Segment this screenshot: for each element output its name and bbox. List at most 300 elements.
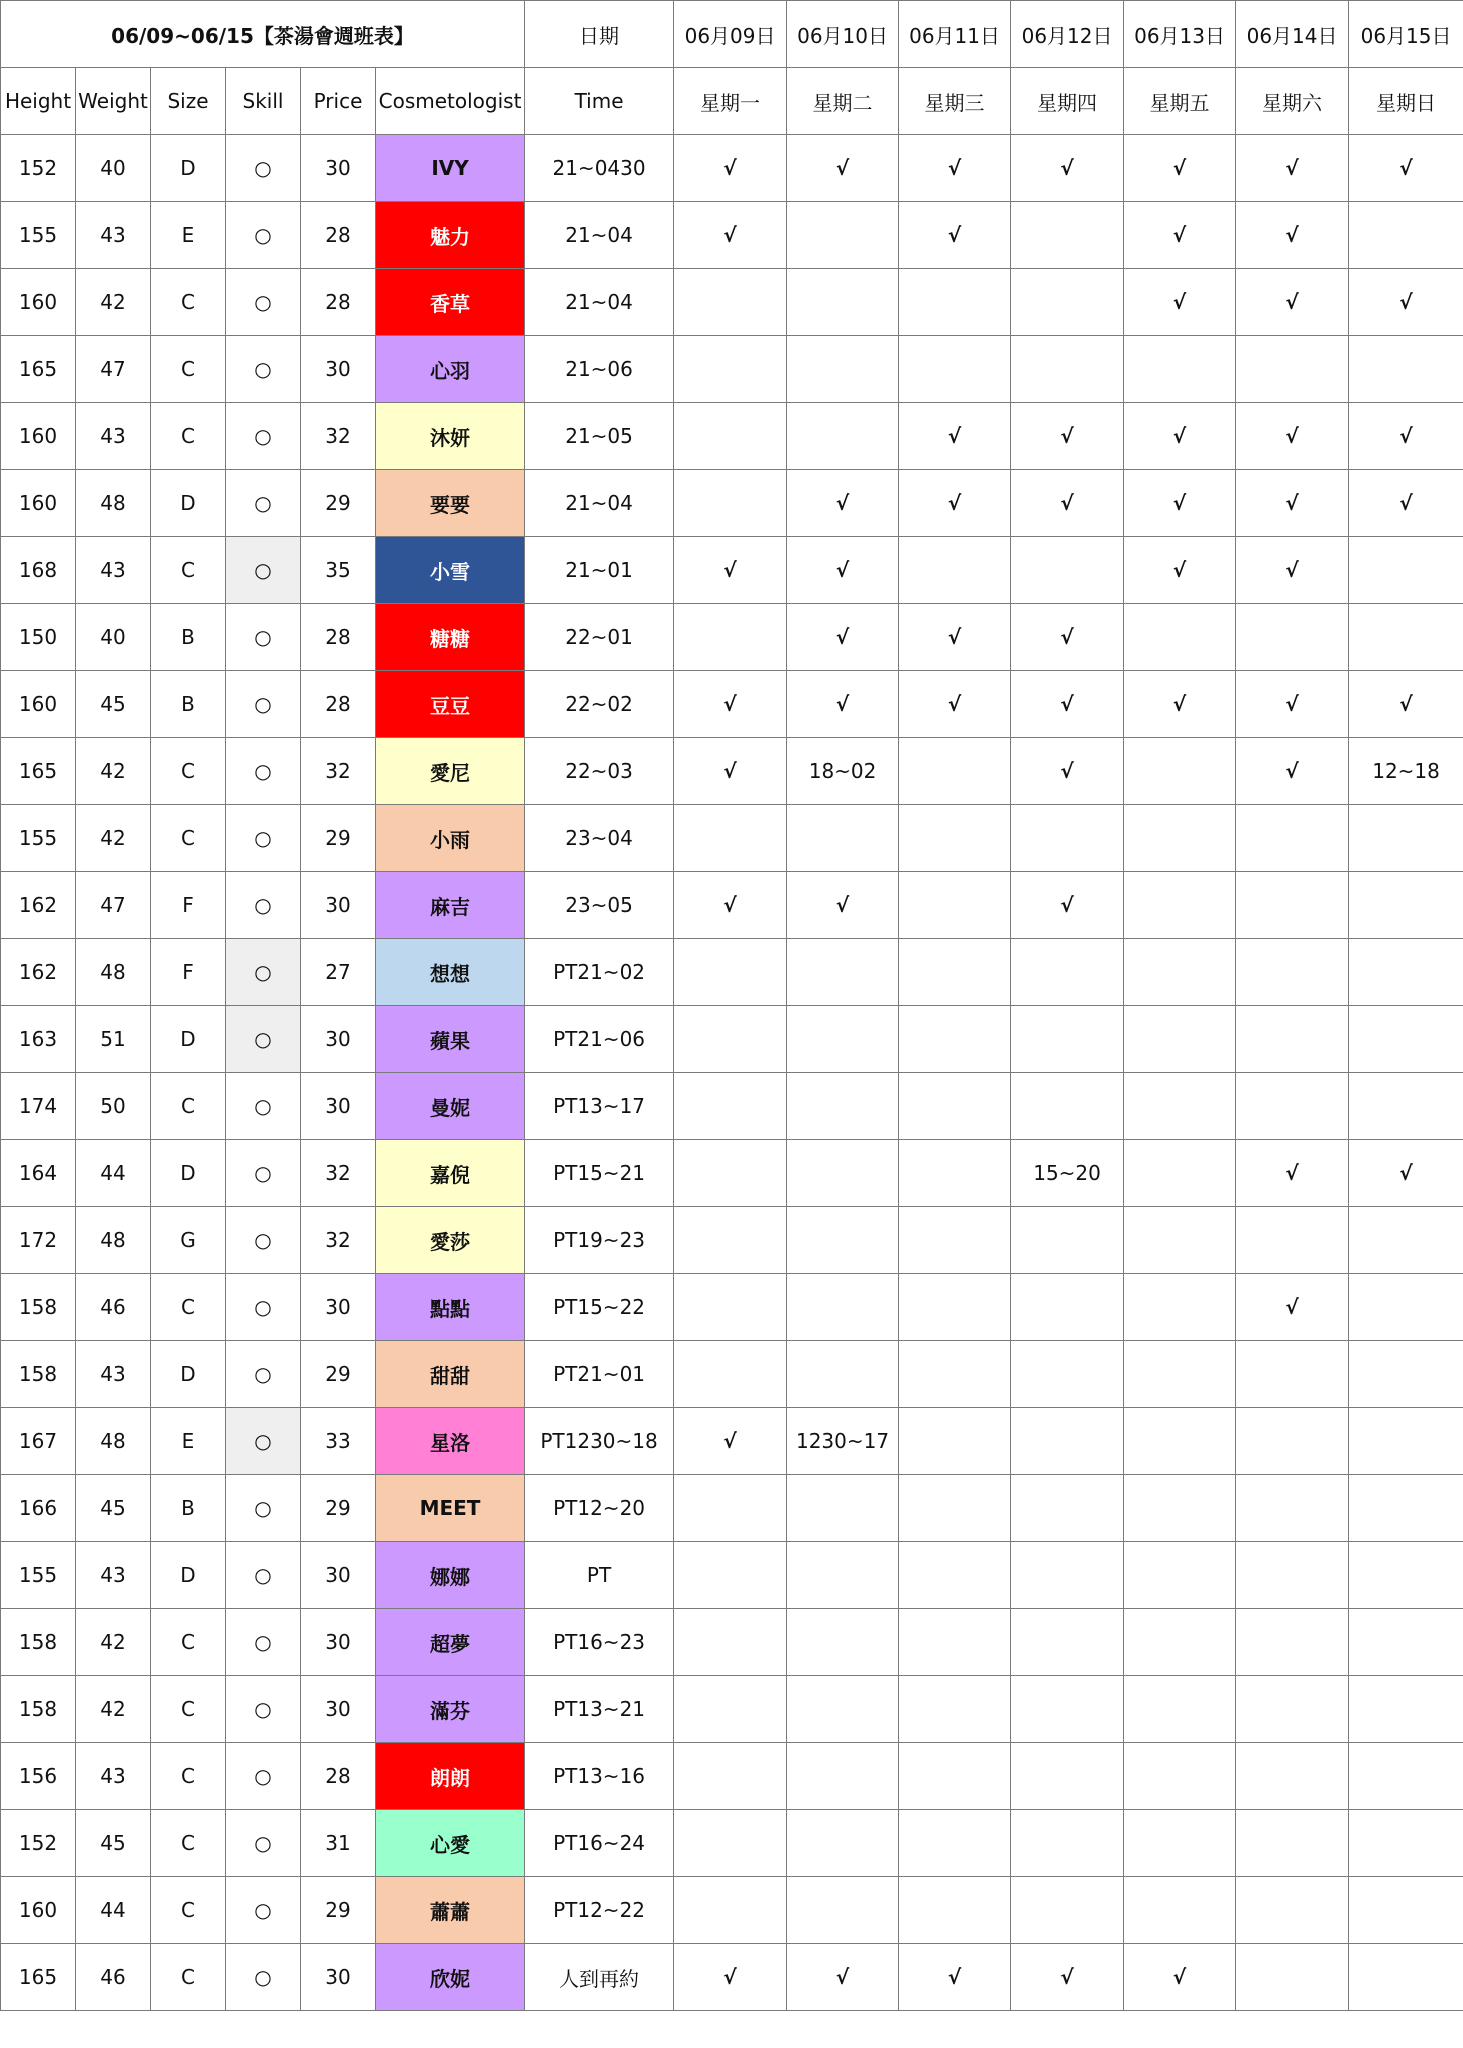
- page-title: 06/09~06/15【茶湯會週班表】: [1, 1, 525, 68]
- day-cell: [1349, 202, 1463, 269]
- time-cell: PT21~02: [525, 939, 674, 1006]
- weight-cell: 51: [76, 1006, 151, 1073]
- cosmetologist-name-cell: 香草: [376, 269, 525, 336]
- day-cell: [1349, 1006, 1463, 1073]
- price-cell: 31: [301, 1810, 376, 1877]
- cosmetologist-name-cell: 沐妍: [376, 403, 525, 470]
- day-cell: [787, 1609, 899, 1676]
- price-cell: 30: [301, 1944, 376, 2011]
- day-cell: [787, 1877, 899, 1944]
- skill-cell: ○: [226, 135, 301, 202]
- day-cell: [787, 1810, 899, 1877]
- price-cell: 28: [301, 671, 376, 738]
- size-cell: D: [151, 1140, 226, 1207]
- weight-cell: 43: [76, 1743, 151, 1810]
- day-cell: [787, 336, 899, 403]
- height-cell: 165: [1, 1944, 76, 2011]
- table-row: [1, 1877, 1463, 1944]
- day-cell: [899, 1140, 1011, 1207]
- check-mark-cell: √: [899, 135, 1011, 202]
- check-mark-cell: √: [899, 470, 1011, 537]
- time-cell: PT12~20: [525, 1475, 674, 1542]
- check-mark-cell: √: [1011, 738, 1124, 805]
- day-cell: [1124, 1274, 1236, 1341]
- skill-cell: ○: [226, 604, 301, 671]
- table-row: [1, 1609, 1463, 1676]
- height-cell: 160: [1, 1877, 76, 1944]
- day-cell: [1349, 1542, 1463, 1609]
- skill-cell: ○: [226, 1341, 301, 1408]
- cosmetologist-name-cell: 朗朗: [376, 1743, 525, 1810]
- table-row: [1, 1743, 1463, 1810]
- cosmetologist-name-cell: 嘉倪: [376, 1140, 525, 1207]
- day-cell: [787, 1207, 899, 1274]
- size-cell: G: [151, 1207, 226, 1274]
- check-mark-cell: √: [674, 135, 787, 202]
- day-cell: [899, 1542, 1011, 1609]
- table-row: [1, 336, 1463, 403]
- size-cell: C: [151, 1877, 226, 1944]
- day-cell: [1011, 269, 1124, 336]
- table-row: [1, 738, 1463, 805]
- height-cell: 160: [1, 671, 76, 738]
- day-cell: [899, 1877, 1011, 1944]
- day-cell: [899, 1207, 1011, 1274]
- cosmetologist-name-cell: 想想: [376, 939, 525, 1006]
- time-cell: PT21~06: [525, 1006, 674, 1073]
- height-cell: 164: [1, 1140, 76, 1207]
- day-cell: [787, 939, 899, 1006]
- day-cell: [899, 1810, 1011, 1877]
- skill-cell: ○: [226, 1743, 301, 1810]
- table-row: [1, 1341, 1463, 1408]
- table-row: [1, 1207, 1463, 1274]
- table-row: [1, 202, 1463, 269]
- price-cell: 32: [301, 1140, 376, 1207]
- weekday-header: 星期三: [899, 68, 1011, 135]
- date-header: 06月15日: [1349, 1, 1463, 68]
- cosmetologist-name-cell: 點點: [376, 1274, 525, 1341]
- weight-cell: 48: [76, 939, 151, 1006]
- height-cell: 166: [1, 1475, 76, 1542]
- time-cell: PT: [525, 1542, 674, 1609]
- day-cell: [1011, 202, 1124, 269]
- size-cell: C: [151, 403, 226, 470]
- day-cell: [1349, 336, 1463, 403]
- day-cell: [674, 604, 787, 671]
- size-cell: C: [151, 1609, 226, 1676]
- day-cell: [1349, 1743, 1463, 1810]
- day-cell: [1124, 1073, 1236, 1140]
- time-cell: 21~04: [525, 202, 674, 269]
- day-cell: [787, 1140, 899, 1207]
- day-cell: [1236, 1073, 1349, 1140]
- size-cell: C: [151, 805, 226, 872]
- day-cell: [1011, 1006, 1124, 1073]
- day-cell: [674, 1006, 787, 1073]
- day-cell: [674, 336, 787, 403]
- price-cell: 32: [301, 403, 376, 470]
- day-cell: [674, 1676, 787, 1743]
- day-cell: [787, 1274, 899, 1341]
- weekday-header: 星期六: [1236, 68, 1349, 135]
- day-cell: [899, 1743, 1011, 1810]
- cosmetologist-name-cell: 蕭蕭: [376, 1877, 525, 1944]
- day-cell: [1236, 1743, 1349, 1810]
- check-mark-cell: √: [787, 1944, 899, 2011]
- column-header-weight: Weight: [76, 68, 151, 135]
- check-mark-cell: √: [787, 671, 899, 738]
- weight-cell: 47: [76, 336, 151, 403]
- day-cell: [899, 336, 1011, 403]
- cosmetologist-name-cell: 心愛: [376, 1810, 525, 1877]
- check-mark-cell: √: [674, 872, 787, 939]
- check-mark-cell: √: [674, 1408, 787, 1475]
- check-mark-cell: √: [1236, 671, 1349, 738]
- check-mark-cell: √: [674, 1944, 787, 2011]
- height-cell: 155: [1, 202, 76, 269]
- day-cell: [1011, 1609, 1124, 1676]
- time-cell: PT12~22: [525, 1877, 674, 1944]
- check-mark-cell: √: [674, 537, 787, 604]
- check-mark-cell: √: [1124, 1944, 1236, 2011]
- day-cell: [1011, 336, 1124, 403]
- check-mark-cell: √: [787, 135, 899, 202]
- cosmetologist-name-cell: 甜甜: [376, 1341, 525, 1408]
- cosmetologist-name-cell: 滿芬: [376, 1676, 525, 1743]
- day-cell: [1124, 336, 1236, 403]
- check-mark-cell: √: [1011, 135, 1124, 202]
- day-cell: [674, 939, 787, 1006]
- size-cell: E: [151, 1408, 226, 1475]
- weekday-header: 星期五: [1124, 68, 1236, 135]
- height-cell: 158: [1, 1341, 76, 1408]
- check-mark-cell: √: [787, 872, 899, 939]
- day-cell: [1124, 1810, 1236, 1877]
- time-cell: PT13~17: [525, 1073, 674, 1140]
- day-cell: [1236, 1341, 1349, 1408]
- table-row: [1, 1073, 1463, 1140]
- height-cell: 160: [1, 269, 76, 336]
- day-cell: [1349, 1408, 1463, 1475]
- time-cell: PT19~23: [525, 1207, 674, 1274]
- day-cell: [674, 470, 787, 537]
- cosmetologist-name-cell: 糖糖: [376, 604, 525, 671]
- day-cell: [1124, 1408, 1236, 1475]
- cosmetologist-name-cell: 曼妮: [376, 1073, 525, 1140]
- check-mark-cell: √: [1236, 135, 1349, 202]
- weekday-header: 星期日: [1349, 68, 1463, 135]
- check-mark-cell: √: [1011, 470, 1124, 537]
- time-cell: PT15~22: [525, 1274, 674, 1341]
- table-row: [1, 1006, 1463, 1073]
- day-cell: [1011, 1475, 1124, 1542]
- day-cell: [1349, 1676, 1463, 1743]
- day-cell: [1349, 805, 1463, 872]
- table-row: [1, 1475, 1463, 1542]
- day-cell: [899, 1073, 1011, 1140]
- price-cell: 30: [301, 872, 376, 939]
- time-cell: 22~01: [525, 604, 674, 671]
- size-cell: C: [151, 1274, 226, 1341]
- table-row: [1, 1676, 1463, 1743]
- time-cell: 23~04: [525, 805, 674, 872]
- price-cell: 28: [301, 604, 376, 671]
- height-cell: 167: [1, 1408, 76, 1475]
- weight-cell: 40: [76, 604, 151, 671]
- check-mark-cell: √: [1011, 872, 1124, 939]
- table-row: [1, 1944, 1463, 2011]
- check-mark-cell: √: [1236, 537, 1349, 604]
- weight-cell: 48: [76, 470, 151, 537]
- day-cell: [1349, 1341, 1463, 1408]
- date-header: 06月14日: [1236, 1, 1349, 68]
- day-cell: [1349, 604, 1463, 671]
- date-label: 日期: [525, 1, 674, 68]
- table-row: [1, 537, 1463, 604]
- check-mark-cell: √: [1349, 135, 1463, 202]
- size-cell: F: [151, 872, 226, 939]
- check-mark-cell: √: [1236, 738, 1349, 805]
- table-row: [1, 470, 1463, 537]
- cosmetologist-name-cell: 愛尼: [376, 738, 525, 805]
- table-row: [1, 671, 1463, 738]
- day-cell: [674, 1475, 787, 1542]
- day-cell: [1011, 1877, 1124, 1944]
- weight-cell: 43: [76, 202, 151, 269]
- skill-cell: ○: [226, 1877, 301, 1944]
- skill-cell: ○: [226, 1140, 301, 1207]
- check-mark-cell: √: [1124, 403, 1236, 470]
- check-mark-cell: √: [1236, 470, 1349, 537]
- cosmetologist-name-cell: 要要: [376, 470, 525, 537]
- weekday-header: 星期一: [674, 68, 787, 135]
- time-cell: PT13~16: [525, 1743, 674, 1810]
- date-header: 06月13日: [1124, 1, 1236, 68]
- weight-cell: 44: [76, 1140, 151, 1207]
- time-cell: 21~0430: [525, 135, 674, 202]
- day-cell: [1124, 1475, 1236, 1542]
- column-header-price: Price: [301, 68, 376, 135]
- day-cell: [1011, 1341, 1124, 1408]
- skill-cell: ○: [226, 1944, 301, 2011]
- day-cell: [1124, 1743, 1236, 1810]
- weight-cell: 43: [76, 537, 151, 604]
- check-mark-cell: √: [1011, 671, 1124, 738]
- check-mark-cell: √: [1349, 470, 1463, 537]
- day-cell: [674, 1274, 787, 1341]
- day-cell: [1236, 872, 1349, 939]
- column-header-height: Height: [1, 68, 76, 135]
- check-mark-cell: √: [899, 403, 1011, 470]
- day-cell: [1236, 1475, 1349, 1542]
- size-cell: C: [151, 1073, 226, 1140]
- day-cell: [1124, 1542, 1236, 1609]
- price-cell: 29: [301, 1475, 376, 1542]
- table-row: [1, 1274, 1463, 1341]
- skill-cell: ○: [226, 1274, 301, 1341]
- price-cell: 27: [301, 939, 376, 1006]
- day-cell: [674, 403, 787, 470]
- day-cell: [1236, 604, 1349, 671]
- price-cell: 29: [301, 805, 376, 872]
- time-cell: 21~06: [525, 336, 674, 403]
- day-cell: [787, 1341, 899, 1408]
- weight-cell: 43: [76, 403, 151, 470]
- day-cell: [1349, 1207, 1463, 1274]
- price-cell: 30: [301, 1006, 376, 1073]
- check-mark-cell: √: [674, 671, 787, 738]
- day-cell: [1236, 1810, 1349, 1877]
- skill-cell: ○: [226, 1475, 301, 1542]
- day-cell: [1124, 1140, 1236, 1207]
- height-cell: 150: [1, 604, 76, 671]
- day-cell: [1349, 537, 1463, 604]
- cosmetologist-name-cell: 超夢: [376, 1609, 525, 1676]
- day-cell: [1011, 1810, 1124, 1877]
- day-cell: [674, 1877, 787, 1944]
- day-cell: [1011, 1073, 1124, 1140]
- skill-cell: ○: [226, 738, 301, 805]
- check-mark-cell: √: [1236, 403, 1349, 470]
- weight-cell: 46: [76, 1944, 151, 2011]
- day-cell: [1124, 1609, 1236, 1676]
- skill-cell: ○: [226, 336, 301, 403]
- day-cell: [899, 269, 1011, 336]
- day-cell: [1124, 1006, 1236, 1073]
- skill-cell: ○: [226, 805, 301, 872]
- table-row: [1, 403, 1463, 470]
- time-cell: 23~05: [525, 872, 674, 939]
- table-body: [1, 1, 1463, 2011]
- size-cell: C: [151, 1743, 226, 1810]
- weight-cell: 43: [76, 1542, 151, 1609]
- table-row: [1, 604, 1463, 671]
- skill-cell: ○: [226, 269, 301, 336]
- day-cell: [1349, 1944, 1463, 2011]
- day-cell: [787, 403, 899, 470]
- price-cell: 29: [301, 1341, 376, 1408]
- height-cell: 165: [1, 336, 76, 403]
- day-cell: [787, 269, 899, 336]
- day-cell: [1349, 1073, 1463, 1140]
- price-cell: 30: [301, 1073, 376, 1140]
- column-header-time: Time: [525, 68, 674, 135]
- check-mark-cell: √: [674, 738, 787, 805]
- day-cell: [899, 1475, 1011, 1542]
- price-cell: 30: [301, 336, 376, 403]
- skill-cell: ○: [226, 872, 301, 939]
- day-cell: [899, 939, 1011, 1006]
- cosmetologist-name-cell: 心羽: [376, 336, 525, 403]
- table-row: [1, 1542, 1463, 1609]
- price-cell: 28: [301, 202, 376, 269]
- table-row: [1, 939, 1463, 1006]
- day-cell: 15~20: [1011, 1140, 1124, 1207]
- height-cell: 158: [1, 1609, 76, 1676]
- day-cell: [1349, 872, 1463, 939]
- size-cell: C: [151, 269, 226, 336]
- price-cell: 33: [301, 1408, 376, 1475]
- check-mark-cell: √: [1011, 604, 1124, 671]
- day-cell: [1011, 1676, 1124, 1743]
- day-cell: [674, 1341, 787, 1408]
- day-cell: [1236, 1542, 1349, 1609]
- day-cell: [674, 1609, 787, 1676]
- size-cell: C: [151, 738, 226, 805]
- skill-cell: ○: [226, 671, 301, 738]
- day-cell: [1011, 1274, 1124, 1341]
- check-mark-cell: √: [1349, 671, 1463, 738]
- skill-cell: ○: [226, 939, 301, 1006]
- cosmetologist-name-cell: 魅力: [376, 202, 525, 269]
- column-header-cosmetologist: Cosmetologist: [376, 68, 525, 135]
- day-cell: [1236, 1944, 1349, 2011]
- day-cell: 1230~17: [787, 1408, 899, 1475]
- date-header: 06月11日: [899, 1, 1011, 68]
- day-cell: [1011, 1542, 1124, 1609]
- height-cell: 162: [1, 939, 76, 1006]
- weight-cell: 40: [76, 135, 151, 202]
- day-cell: [1124, 1676, 1236, 1743]
- day-cell: [1124, 939, 1236, 1006]
- time-cell: 22~02: [525, 671, 674, 738]
- check-mark-cell: √: [787, 604, 899, 671]
- day-cell: [674, 269, 787, 336]
- height-cell: 152: [1, 1810, 76, 1877]
- size-cell: C: [151, 1676, 226, 1743]
- cosmetologist-name-cell: 欣妮: [376, 1944, 525, 2011]
- check-mark-cell: √: [1124, 135, 1236, 202]
- height-cell: 155: [1, 1542, 76, 1609]
- day-cell: [1349, 1810, 1463, 1877]
- time-cell: 22~03: [525, 738, 674, 805]
- weight-cell: 50: [76, 1073, 151, 1140]
- day-cell: [1236, 805, 1349, 872]
- time-cell: 21~04: [525, 470, 674, 537]
- skill-cell: ○: [226, 470, 301, 537]
- cosmetologist-name-cell: 小雪: [376, 537, 525, 604]
- day-cell: [787, 1006, 899, 1073]
- cosmetologist-name-cell: 愛莎: [376, 1207, 525, 1274]
- table-row: [1, 135, 1463, 202]
- day-cell: [1124, 805, 1236, 872]
- column-header-row: [1, 68, 1463, 135]
- day-cell: [1124, 1341, 1236, 1408]
- day-cell: [1236, 1207, 1349, 1274]
- price-cell: 30: [301, 1676, 376, 1743]
- check-mark-cell: √: [899, 202, 1011, 269]
- day-cell: 12~18: [1349, 738, 1463, 805]
- cosmetologist-name-cell: MEET: [376, 1475, 525, 1542]
- date-header: 06月10日: [787, 1, 899, 68]
- cosmetologist-name-cell: 麻吉: [376, 872, 525, 939]
- weight-cell: 42: [76, 1676, 151, 1743]
- check-mark-cell: √: [1349, 1140, 1463, 1207]
- size-cell: E: [151, 202, 226, 269]
- table-row: [1, 1408, 1463, 1475]
- skill-cell: ○: [226, 1408, 301, 1475]
- size-cell: C: [151, 336, 226, 403]
- day-cell: [674, 1207, 787, 1274]
- day-cell: [1124, 1207, 1236, 1274]
- day-cell: [1236, 939, 1349, 1006]
- table-row: [1, 1140, 1463, 1207]
- check-mark-cell: √: [1011, 1944, 1124, 2011]
- size-cell: B: [151, 604, 226, 671]
- check-mark-cell: √: [1011, 403, 1124, 470]
- skill-cell: ○: [226, 202, 301, 269]
